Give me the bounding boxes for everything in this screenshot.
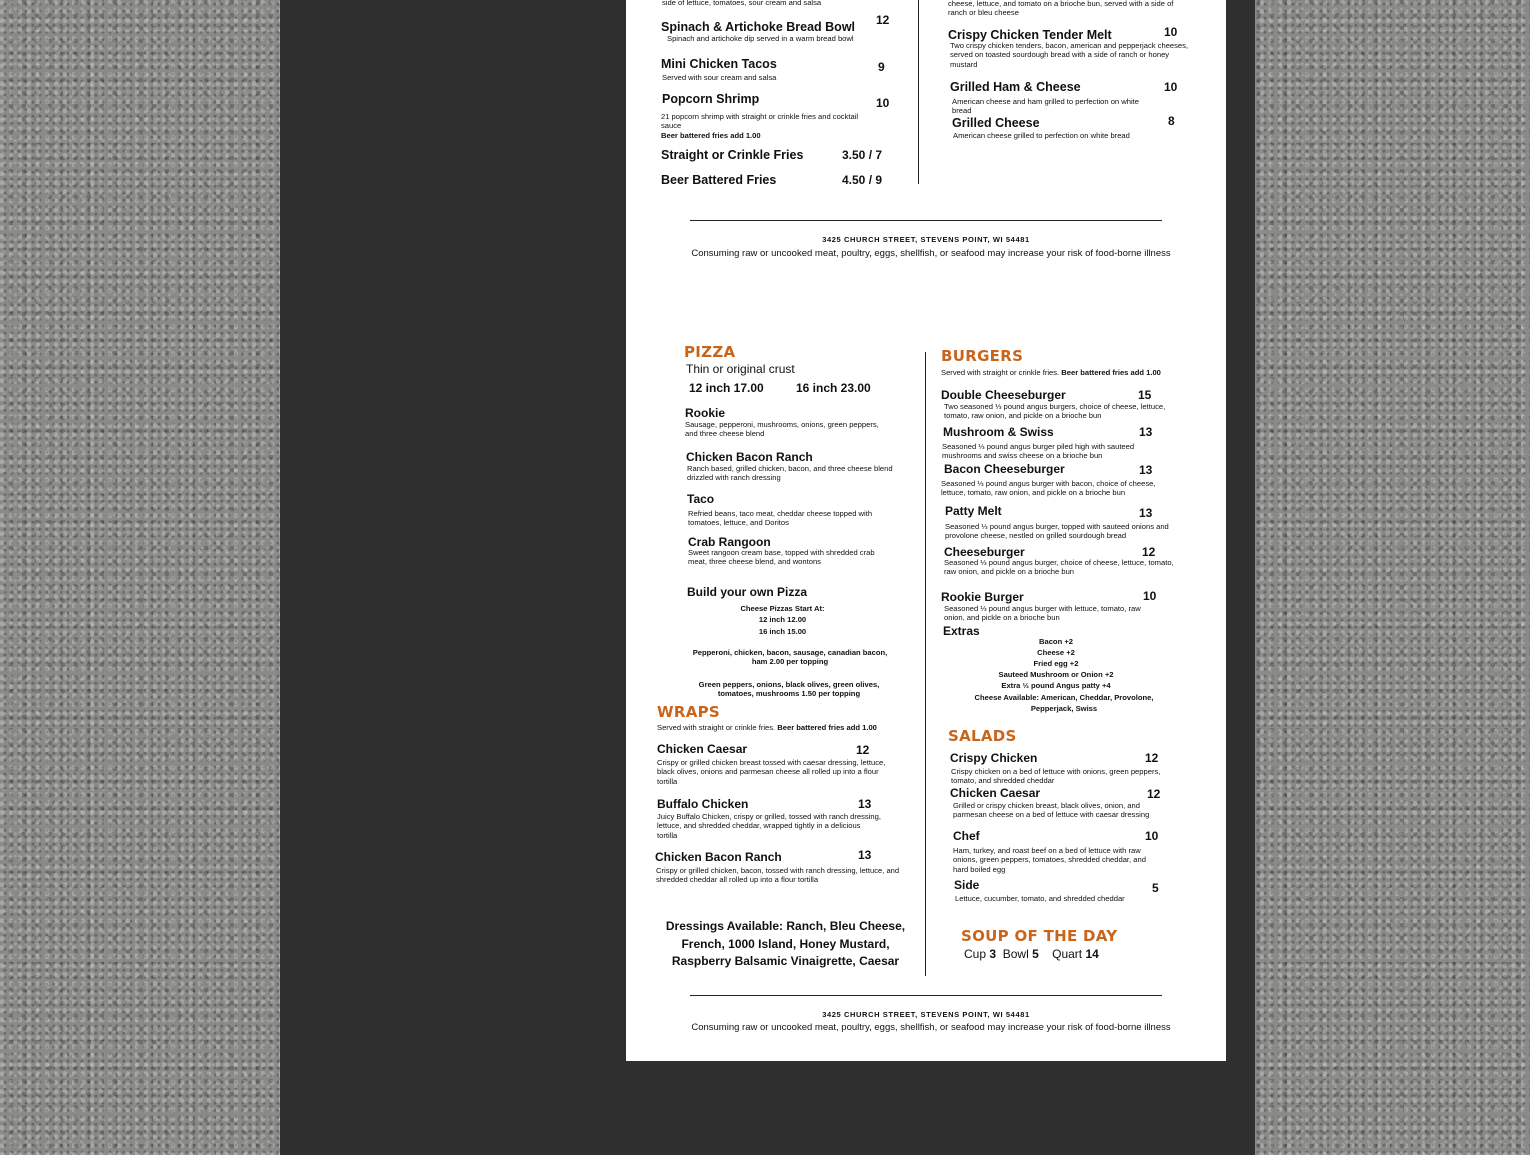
menu-item-price: 3.50 / 7: [842, 148, 883, 162]
soup-cup-label: Cup: [964, 947, 987, 961]
soup-quart-label: Quart: [1052, 947, 1083, 961]
menu-item-desc: Two crispy chicken tenders, bacon, american and pepperjack cheeses, served on toasted sourdough bread with a side of ranch or honey mustard: [950, 41, 1189, 69]
menu-item-name: Patty Melt: [945, 504, 1002, 518]
burgers-subtitle: [941, 368, 1176, 377]
menu-item-price: 10: [1164, 80, 1178, 94]
menu-item-price: 5: [1152, 881, 1159, 895]
menu-item-desc: Crispy chicken on a bed of lettuce with onions, green peppers, tomato, and shredded cheddar: [951, 767, 1161, 786]
byo-veggie-toppings: Green peppers, onions, black olives, green olives, tomatoes, mushrooms 1.50 per topping: [698, 680, 880, 699]
menu-item-note: Beer battered fries add 1.00: [661, 131, 761, 140]
footer-divider: [690, 220, 1162, 221]
menu-item-name: Cheeseburger: [944, 545, 1025, 559]
menu-item-name: Side: [954, 878, 980, 892]
dressings-available: Dressings Available: Ranch, Bleu Cheese, French, 1000 Island, Honey Mustard, Raspberry Balsamic Vinaigrette, Caesar: [665, 919, 906, 968]
burgers-subtitle-b: Beer battered fries add 1.00: [1061, 368, 1161, 377]
menu-item-price: 12: [1145, 751, 1159, 765]
menu-item-name: Spinach & Artichoke Bread Bowl: [661, 20, 856, 34]
soup-bowl-price: 5: [1032, 947, 1039, 961]
soup-cup-price: 3: [989, 947, 997, 961]
menu-item-price: 12: [876, 13, 890, 27]
menu-item-name: Bacon Cheeseburger: [944, 462, 1065, 476]
menu-item-price: 13: [1139, 425, 1153, 439]
appetizer-desc-cut: side of lettuce, tomatoes, sour cream and salsa: [662, 0, 822, 7]
menu-item-desc: Crispy or grilled chicken breast tossed with caesar dressing, lettuce, black olives, onions and parmesan cheese all rolled up into a flour tortilla: [657, 758, 886, 786]
menu-item-name: Chicken Caesar: [657, 742, 748, 756]
menu-item-price: 12: [1147, 787, 1161, 801]
pizza-crust: Thin or original crust: [686, 362, 795, 376]
menu-item-desc: Spinach and artichoke dip served in a warm bread bowl: [667, 34, 854, 43]
extras-cheese: Cheese Available: American, Cheddar, Provolone, Pepperjack, Swiss: [974, 693, 1154, 713]
soup-prices: [964, 947, 1099, 961]
menu-item-name: Double Cheeseburger: [941, 388, 1066, 402]
menu-item-desc: Crispy or grilled chicken, bacon, tossed with ranch dressing, lettuce, and shredded cheddar all rolled up into a flour tortilla: [656, 866, 900, 885]
pizza-size-16: 16 inch 23.00: [796, 381, 871, 395]
menu-item-desc: Refried beans, taco meat, cheddar cheese topped with tomatoes, lettuce, and Doritos: [688, 509, 873, 528]
wraps-subtitle: [657, 723, 897, 732]
menu-item-name: Chicken Bacon Ranch: [686, 450, 813, 464]
menu-item-desc: Served with sour cream and salsa: [662, 73, 777, 82]
menu-item-price: 4.50 / 9: [842, 173, 883, 187]
menu-item-price: 12: [856, 743, 870, 757]
extras-title: Extras: [943, 624, 980, 638]
menu-item-desc: Seasoned ⅓ pound angus burger piled high with sauteed mushrooms and swiss cheese on a brioche bun: [942, 442, 1135, 461]
menu-item-desc: Two seasoned ⅓ pound angus burgers, choice of cheese, lettuce, tomato, raw onion, and pickle on a brioche bun: [944, 402, 1166, 421]
footer-warning: Consuming raw or uncooked meat, poultry, eggs, shellfish, or seafood may increase your risk of food-borne illness: [691, 1022, 1171, 1033]
menu-item-price: 13: [858, 848, 872, 862]
footer-warning: Consuming raw or uncooked meat, poultry, eggs, shellfish, or seafood may increase your risk of food-borne illness: [691, 248, 1171, 259]
extras-item: Extra ⅓ pound Angus patty +4: [1001, 681, 1111, 690]
byo-price-12: 12 inch 12.00: [758, 615, 807, 624]
menu-item-name: Taco: [687, 492, 715, 506]
menu-item-price: 15: [1138, 388, 1152, 402]
column-divider: [918, 0, 919, 184]
menu-item-desc: Seasoned ⅓ pound angus burger with bacon, choice of cheese, lettuce, tomato, raw onion, and pickle on a brioche bun: [941, 479, 1156, 498]
menu-item-desc: Seasoned ⅓ pound angus burger with lettuce, tomato, raw onion, and pickle on a brioche bun: [944, 604, 1141, 623]
menu-item-price: 10: [1164, 25, 1178, 39]
menu-item-price: 10: [1145, 829, 1159, 843]
footer-address: 3425 CHURCH STREET, STEVENS POINT, WI 54481: [822, 235, 1030, 244]
section-title-salads: SALADS: [948, 727, 1017, 745]
menu-item-desc: 21 popcorn shrimp with straight or crinkle fries and cocktail sauce: [661, 112, 859, 131]
section-title-burgers: BURGERS: [941, 347, 1024, 365]
byo-pizza-title: Build your own Pizza: [687, 585, 808, 599]
menu-item-name: Chicken Bacon Ranch: [655, 850, 782, 864]
section-title-wraps: WRAPS: [657, 703, 721, 721]
soup-quart-price: 14: [1085, 947, 1099, 961]
menu-item-desc: American cheese grilled to perfection on white bread: [953, 131, 1130, 140]
footer-divider: [690, 995, 1162, 996]
menu-item-name: Rookie Burger: [941, 590, 1024, 604]
menu-item-desc: Seasoned ⅓ pound angus burger, choice of cheese, lettuce, tomato, raw onion, and pickle on a brioche bun: [944, 558, 1174, 577]
menu-item-price: 13: [1139, 506, 1153, 520]
menu-item-desc: American cheese and ham grilled to perfection on white bread: [952, 97, 1139, 116]
extras-item: Sauteed Mushroom or Onion +2: [998, 670, 1114, 679]
byo-meat-toppings: Pepperoni, chicken, bacon, sausage, canadian bacon, ham 2.00 per topping: [692, 648, 888, 667]
menu-item-desc: Ranch based, grilled chicken, bacon, and three cheese blend drizzled with ranch dressing: [687, 464, 893, 483]
menu-item-name: Beer Battered Fries: [661, 173, 777, 187]
menu-item-name: Mini Chicken Tacos: [661, 57, 777, 71]
menu-item-desc: Seasoned ⅓ pound angus burger, topped with sauteed onions and provolone cheese, nestled on grilled sourdough bread: [945, 522, 1169, 541]
menu-item-name: Mushroom & Swiss: [943, 425, 1054, 439]
soup-bowl-label: Bowl: [1002, 947, 1029, 961]
wraps-subtitle-a: Served with straight or crinkle fries.: [657, 723, 778, 732]
menu-item-name: Grilled Ham & Cheese: [950, 80, 1081, 94]
menu-item-name: Crispy Chicken: [950, 751, 1038, 765]
menu-item-price: 10: [1143, 589, 1157, 603]
column-divider: [925, 352, 926, 976]
menu-item-name: Rookie: [685, 406, 726, 420]
byo-price-16: 16 inch 15.00: [758, 627, 807, 636]
menu-item-name: Grilled Cheese: [952, 116, 1040, 130]
section-title-soup: SOUP OF THE DAY: [961, 927, 1118, 945]
menu-item-desc: Sausage, pepperoni, mushrooms, onions, green peppers, and three cheese blend: [685, 420, 879, 439]
menu-item-price: 9: [878, 60, 885, 74]
menu-item-price: 10: [876, 96, 890, 110]
footer-address: 3425 CHURCH STREET, STEVENS POINT, WI 54481: [822, 1010, 1030, 1019]
menu-item-price: 8: [1168, 114, 1175, 128]
byo-start: Cheese Pizzas Start At:: [740, 604, 825, 613]
burgers-subtitle-a: Served with straight or crinkle fries.: [941, 368, 1062, 377]
menu-item-price: 12: [1142, 545, 1156, 559]
menu-item-desc: Lettuce, cucumber, tomato, and shredded cheddar: [955, 894, 1125, 903]
extras-item: Cheese +2: [1037, 648, 1075, 657]
menu-item-desc: Juicy Buffalo Chicken, crispy or grilled, tossed with ranch dressing, lettuce, and shredded cheddar, wrapped tightly in a delicious tortilla: [657, 812, 881, 840]
menu-item-name: Crispy Chicken Tender Melt: [948, 28, 1112, 42]
menu-item-desc: Sweet rangoon cream base, topped with shredded crab meat, three cheese blend, and wontons: [688, 548, 875, 567]
menu-item-desc: Grilled or crispy chicken breast, black olives, onion, and parmesan cheese on a bed of lettuce with caesar dressing: [953, 801, 1150, 820]
sandwich-desc-cut: cheese, lettuce, and tomato on a brioche bun, served with a side of ranch or bleu cheese: [948, 0, 1174, 18]
pizza-size-12: 12 inch 17.00: [689, 381, 764, 395]
menu-item-name: Chicken Caesar: [950, 786, 1041, 800]
menu-item-price: 13: [858, 797, 872, 811]
menu-item-name: Buffalo Chicken: [657, 797, 749, 811]
extras-item: Fried egg +2: [1033, 659, 1079, 668]
menu-item-name: Chef: [953, 829, 980, 843]
menu-item-name: Popcorn Shrimp: [662, 92, 760, 106]
menu-item-price: 13: [1139, 463, 1153, 477]
menu-item-name: Straight or Crinkle Fries: [661, 148, 804, 162]
menu-item-desc: Ham, turkey, and roast beef on a bed of lettuce with raw onions, green peppers, tomatoes, shredded cheddar, and hard boiled egg: [953, 846, 1146, 874]
wraps-subtitle-b: Beer battered fries add 1.00: [777, 723, 877, 732]
extras-item: Bacon +2: [1039, 637, 1073, 646]
section-title-pizza: PIZZA: [684, 343, 736, 361]
menu-page: [626, 0, 1226, 1061]
menu-item-name: Crab Rangoon: [688, 535, 771, 549]
